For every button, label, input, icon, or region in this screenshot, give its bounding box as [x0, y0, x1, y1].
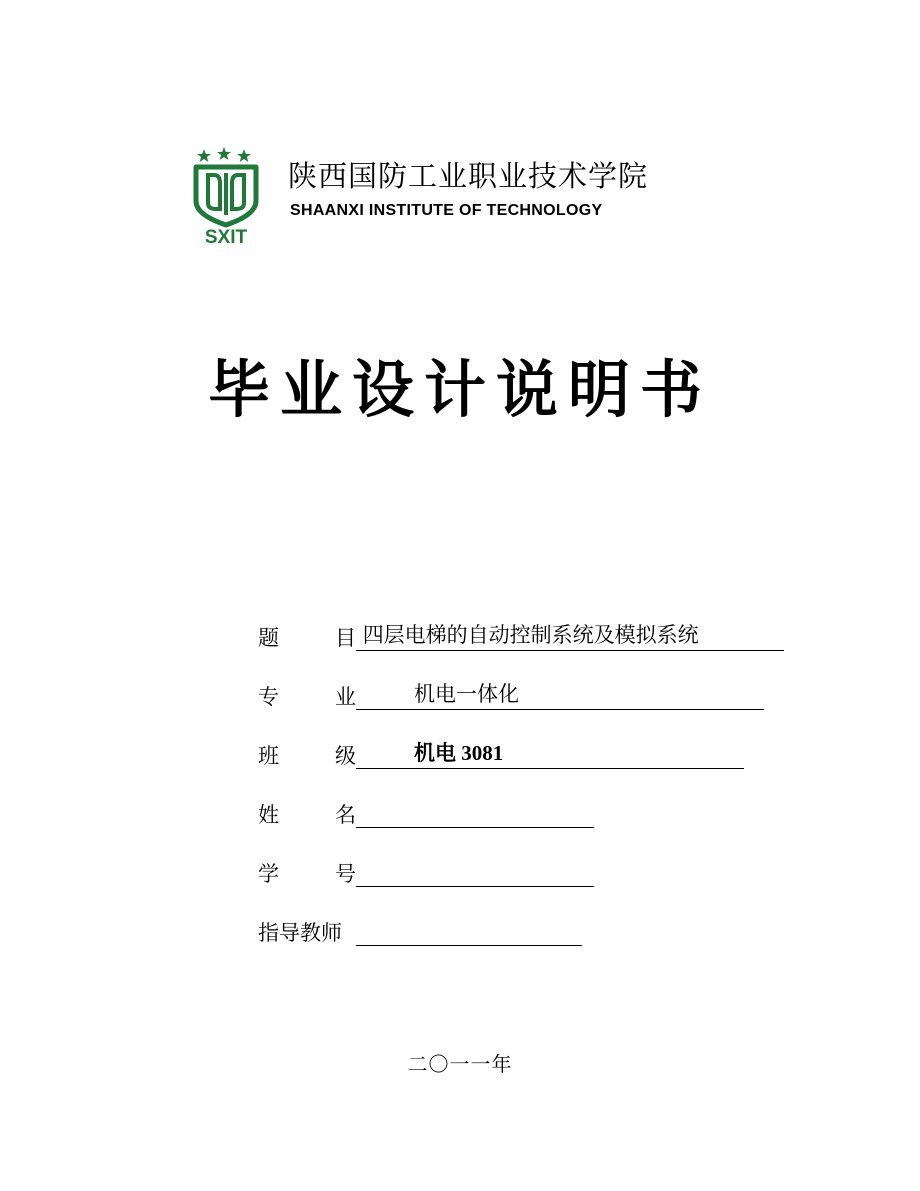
school-logo-icon: [190, 145, 262, 245]
field-label: 专 业: [258, 685, 356, 709]
year: 二〇一一年: [407, 1052, 513, 1076]
field-name: [258, 799, 784, 858]
field-label: 班 级: [258, 744, 356, 768]
field-label: 学 号: [258, 862, 356, 886]
field-value-major: 机电一体化: [356, 681, 764, 710]
field-value-advisor[interactable]: [356, 917, 582, 946]
cover-fields: [258, 622, 784, 976]
field-value-student-id[interactable]: [356, 858, 594, 887]
field-label: 姓 名: [258, 803, 356, 827]
field-advisor: [258, 917, 784, 976]
svg-text:SXIT: SXIT: [204, 227, 248, 245]
field-value-name[interactable]: [356, 799, 594, 828]
document-title: 毕业设计说明书: [207, 353, 712, 426]
field-class: [258, 740, 784, 799]
school-name-en: SHAANXI INSTITUTE OF TECHNOLOGY: [290, 202, 603, 219]
field-topic: [258, 622, 784, 681]
field-value-topic: 四层电梯的自动控制系统及模拟系统: [356, 622, 784, 651]
field-value-class: 机电 3081: [356, 740, 744, 769]
field-label: 指导教师: [258, 921, 342, 945]
school-name-cn: 陕西国防工业职业技术学院: [288, 159, 649, 193]
school-logo: [190, 145, 262, 245]
school-header: [190, 145, 710, 255]
field-major: [258, 681, 784, 740]
field-student-id: [258, 858, 784, 917]
field-label: 题 目: [258, 626, 356, 650]
